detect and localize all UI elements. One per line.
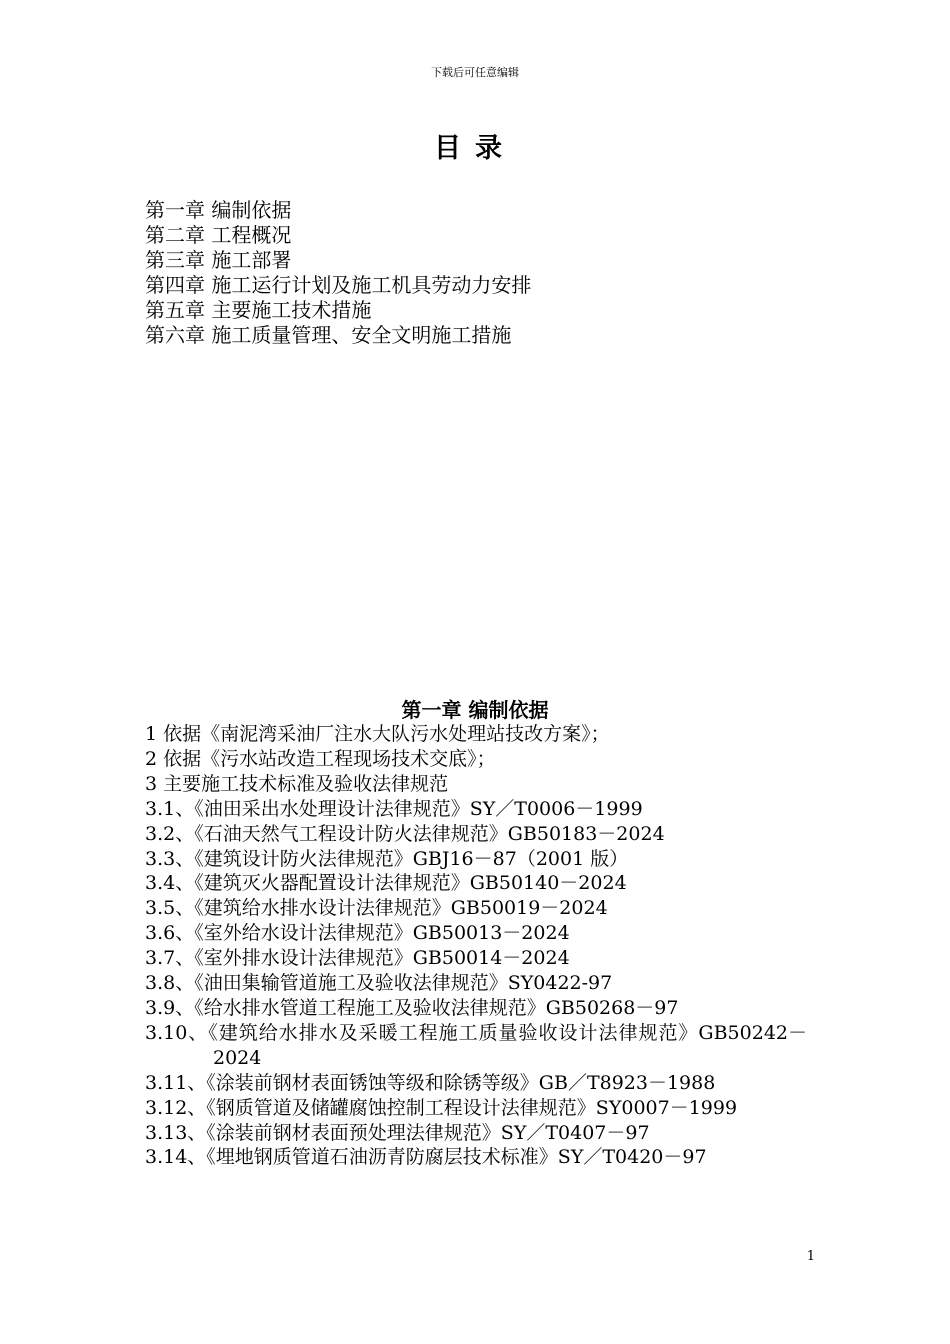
basis-item: 2 依据《污水站改造工程现场技术交底》； xyxy=(145,747,496,770)
toc-item: 第五章 主要施工技术措施 xyxy=(145,298,372,322)
toc-item: 第四章 施工运行计划及施工机具劳动力安排 xyxy=(145,273,532,297)
chapter-heading: 第一章 编制依据 xyxy=(401,698,549,722)
page-number: 1 xyxy=(806,1249,815,1264)
basis-item: 3.3、《建筑设计防火法律规范》GBJ16－87（2001 版） xyxy=(145,847,629,870)
basis-item: 3.11、《涂装前钢材表面锈蚀等级和除锈等级》GB／T8923－1988 xyxy=(145,1071,716,1094)
toc-title: 目录 xyxy=(434,133,516,164)
basis-item: 3.8、《油田集输管道施工及验收法律规范》SY0422-97 xyxy=(145,972,613,995)
basis-item: 3.12、《钢质管道及储罐腐蚀控制工程设计法律规范》SY0007－1999 xyxy=(145,1096,738,1119)
basis-item: 3.7、《室外排水设计法律规范》GB50014－2024 xyxy=(145,947,570,970)
toc-item: 第一章 编制依据 xyxy=(145,198,292,222)
basis-item: 3.5、《建筑给水排水设计法律规范》GB50019－2024 xyxy=(145,897,608,920)
basis-item: 3 主要施工技术标准及验收法律规范 xyxy=(145,772,449,795)
basis-item: 1 依据《南泥湾采油厂注水大队污水处理站技改方案》； xyxy=(145,723,610,745)
basis-item: 3.13、《涂装前钢材表面预处理法律规范》SY／T0407－97 xyxy=(145,1121,650,1144)
header-note: 下载后可任意编辑 xyxy=(431,66,519,79)
basis-item: 3.2、《石油天然气工程设计防火法律规范》GB50183－2024 xyxy=(145,822,665,845)
basis-item: 3.1、《油田采出水处理设计法律规范》SY／T0006－1999 xyxy=(145,797,643,820)
basis-item: 3.10、《建筑给水排水及采暖工程施工质量验收设计法律规范》GB50242－2024 xyxy=(145,1021,807,1069)
basis-item: 3.14、《埋地钢质管道石油沥青防腐层技术标准》SY／T0420－97 xyxy=(145,1146,707,1169)
toc-item: 第二章 工程概况 xyxy=(145,223,292,247)
toc-item: 第六章 施工质量管理、安全文明施工措施 xyxy=(145,323,512,347)
toc-item: 第三章 施工部署 xyxy=(145,248,292,272)
basis-item: 3.9、《给水排水管道工程施工及验收法律规范》GB50268－97 xyxy=(145,996,679,1019)
toc-list xyxy=(145,198,531,348)
basis-list xyxy=(145,722,807,1170)
basis-item: 3.6、《室外给水设计法律规范》GB50013－2024 xyxy=(145,922,570,945)
basis-item: 3.4、《建筑灭火器配置设计法律规范》GB50140－2024 xyxy=(145,872,627,895)
